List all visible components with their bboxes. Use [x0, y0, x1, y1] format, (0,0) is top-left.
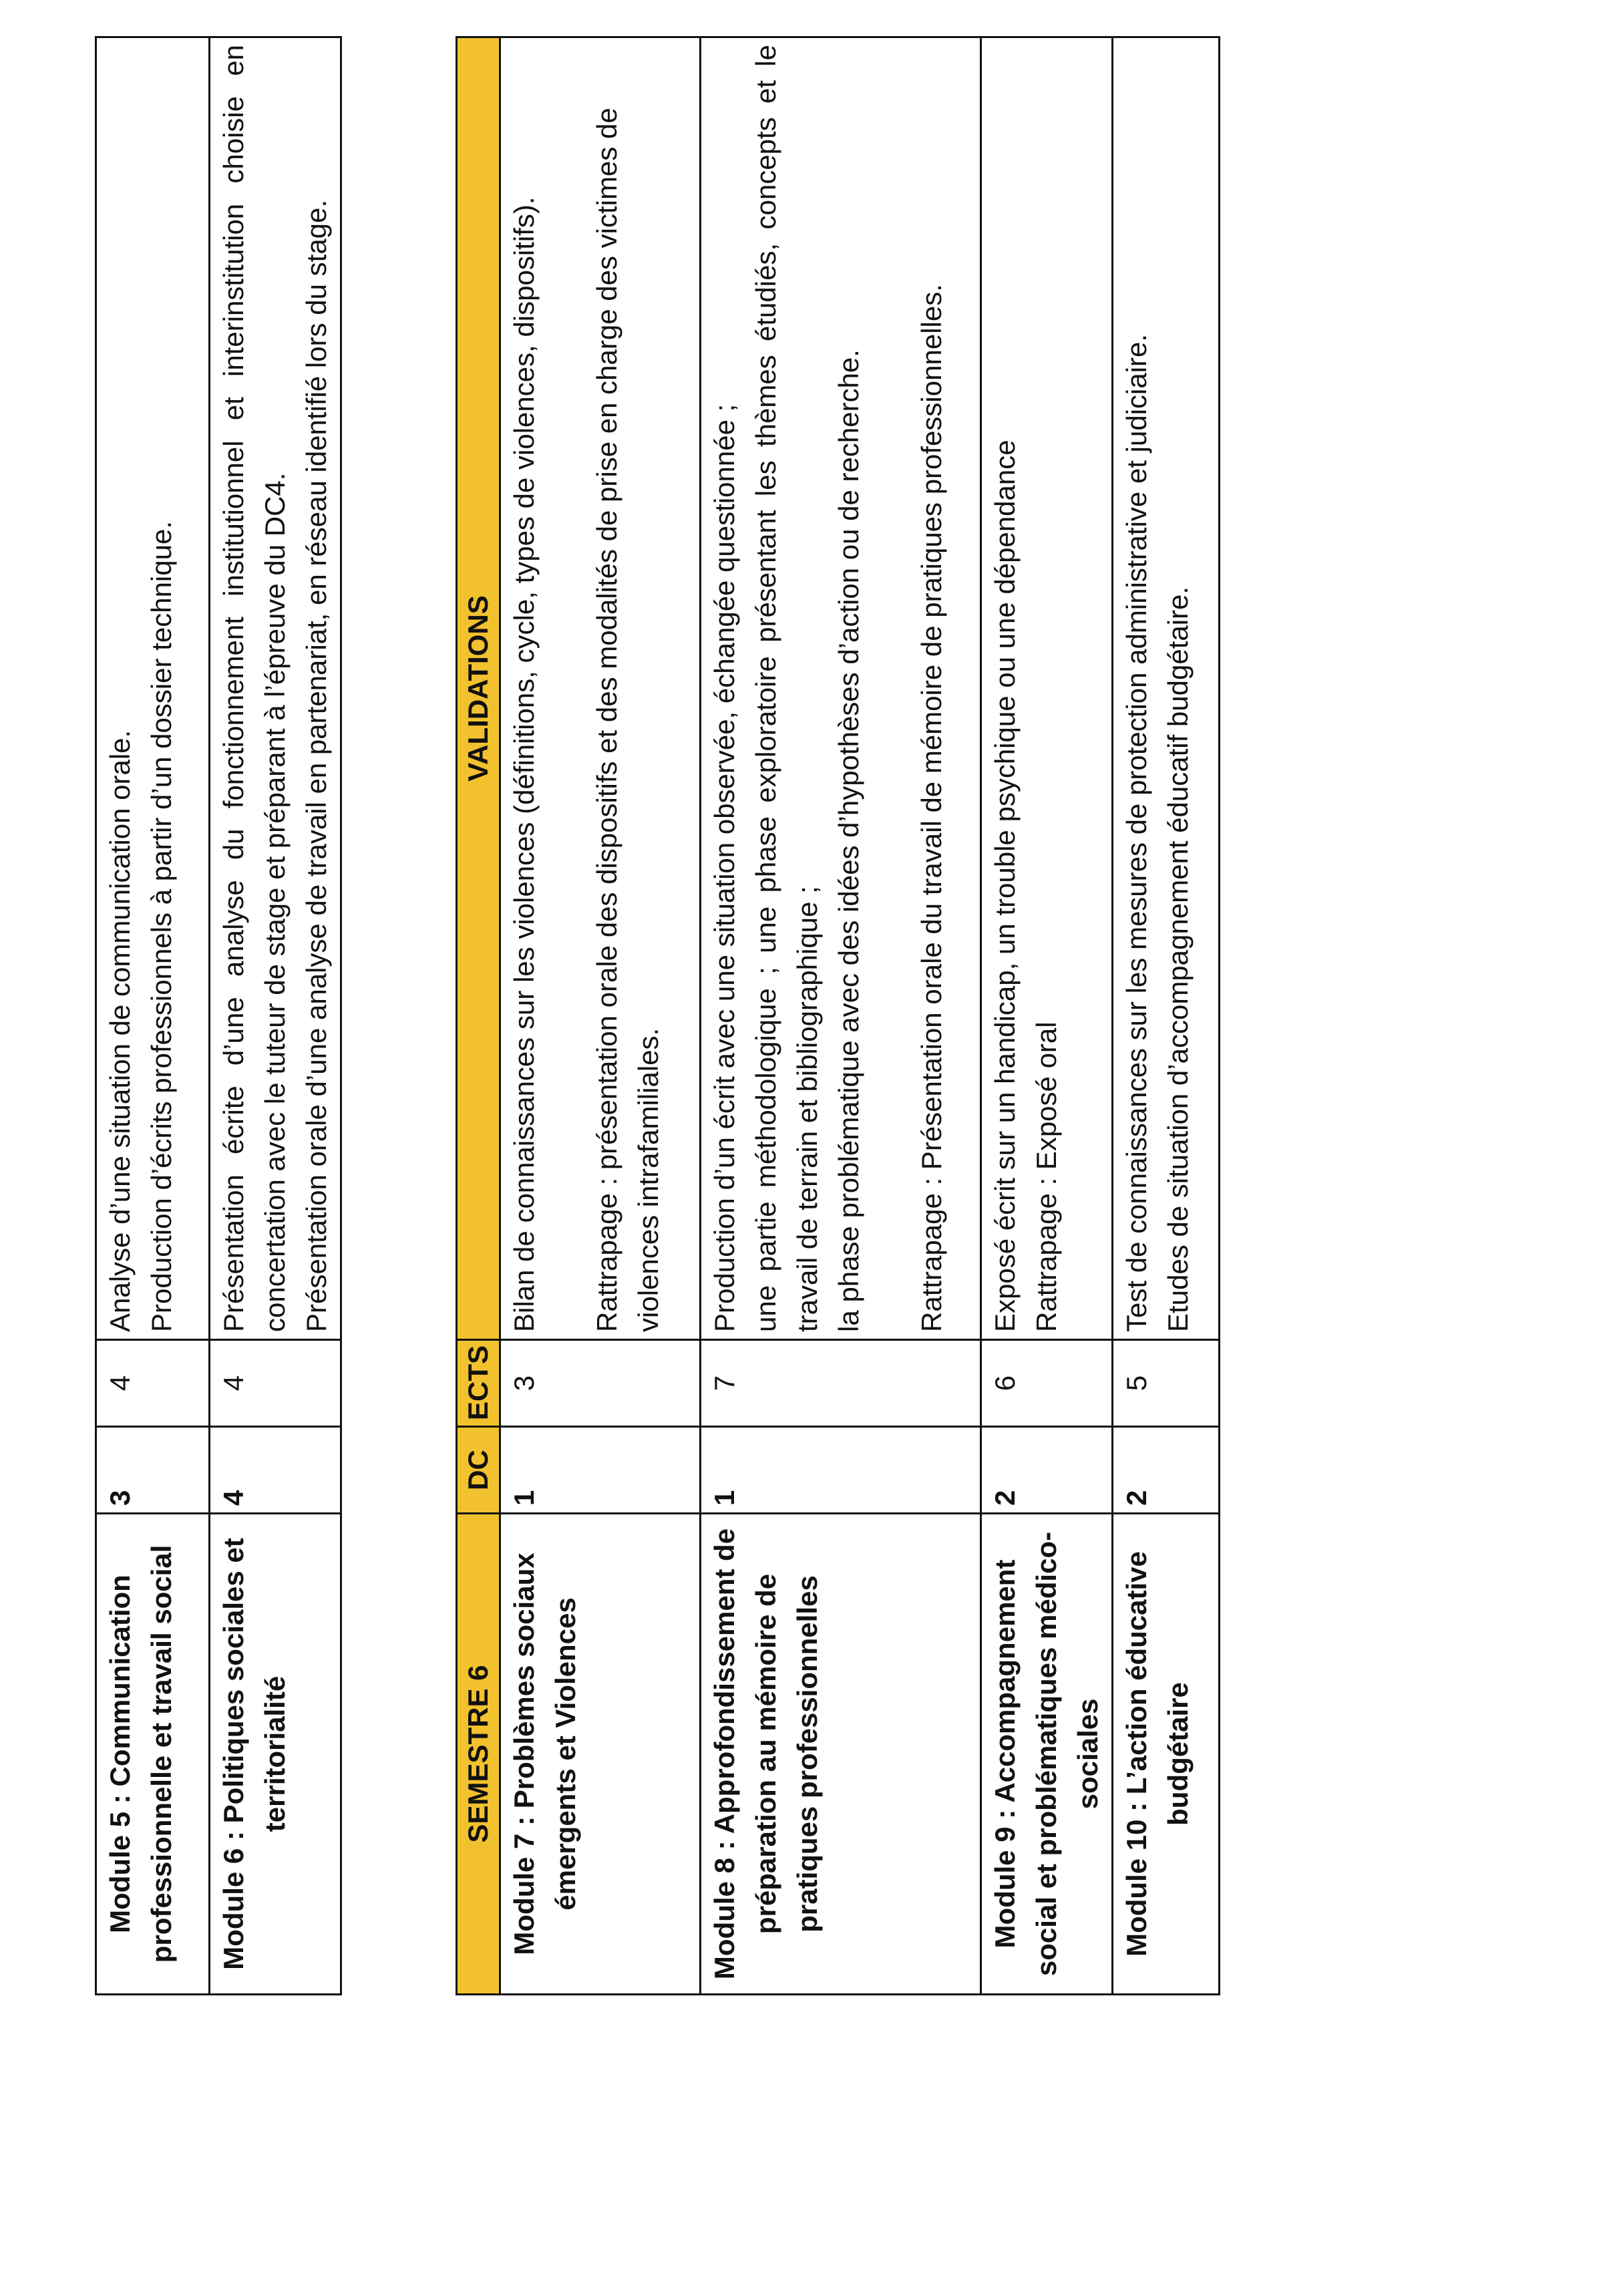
ects-value: 6	[981, 1340, 1113, 1427]
ects-value: 4	[210, 1340, 341, 1427]
rattrapage-text: Rattrapage : Exposé oral	[1031, 1021, 1062, 1332]
ects-value: 3	[500, 1340, 701, 1427]
header-ects: ECTS	[457, 1340, 500, 1427]
validations-cell	[981, 37, 1113, 1340]
module-name: Module 7 : Problèmes sociaux émergents et Violences	[500, 1514, 701, 1995]
dc-value: 4	[210, 1427, 341, 1514]
table-header-row	[457, 37, 500, 1995]
rattrapage-text: Rattrapage : présentation orale des dispositifs et des modalités de prise en charge des victimes de violences intrafamiliales.	[591, 108, 664, 1332]
header-semestre: SEMESTRE 6	[457, 1514, 500, 1995]
validation-text: Production d’un écrit avec une situation observée, échangée questionnée ;	[709, 403, 740, 1332]
validation-text: Etudes de situation d’accompagnement éducatif budgétaire.	[1162, 586, 1194, 1332]
validation-text: Analyse d’une situation de communication orale.	[104, 729, 136, 1332]
table-row	[210, 37, 341, 1995]
validation-text: Test de connaissances sur les mesures de protection administrative et judiciaire.	[1121, 333, 1152, 1332]
validations-cell	[210, 37, 341, 1340]
header-dc: DC	[457, 1427, 500, 1514]
semestre6-table	[456, 36, 1220, 1995]
dc-value: 2	[981, 1427, 1113, 1514]
validations-cell	[1113, 37, 1220, 1340]
validation-text: Bilan de connaissances sur les violences (définitions, cycle, types de violences, dispositifs).	[508, 196, 540, 1332]
module-name: Module 9 : Accompagnement social et problématiques médico-sociales	[981, 1514, 1113, 1995]
table-row	[1113, 37, 1220, 1995]
validations-cell	[500, 37, 701, 1340]
module-name: Module 10 : L’action éducative budgétaire	[1113, 1514, 1220, 1995]
module-name: Module 5 : Communication professionnelle et travail social	[96, 1514, 210, 1995]
table-row	[96, 37, 210, 1995]
table-row	[701, 37, 981, 1995]
dc-value: 1	[500, 1427, 701, 1514]
ects-value: 4	[96, 1340, 210, 1427]
spacer	[545, 45, 586, 1332]
module-name: Module 8 : Approfondissement de préparation au mémoire de pratiques professionnelles	[701, 1514, 981, 1995]
table-row	[981, 37, 1113, 1995]
ects-value: 5	[1113, 1340, 1220, 1427]
spacer	[870, 45, 911, 1332]
validation-text: Exposé écrit sur un handicap, un trouble psychique ou une dépendance	[989, 440, 1021, 1332]
validation-text: une partie méthodologique ; une phase exploratoire présentant les thèmes étudiés, concepts et le travail de terrain et bibliographique ;	[750, 45, 823, 1332]
validation-text: Présentation écrite d’une analyse du fonctionnement institutionnel et interinstitution choisie en concertation avec le tuteur de stage et préparant à l’épreuve du DC4.	[218, 45, 291, 1332]
validation-text: Production d’écrits professionnels à partir d’un dossier technique.	[146, 520, 177, 1332]
dc-value: 1	[701, 1427, 981, 1514]
dc-value: 2	[1113, 1427, 1220, 1514]
ects-value: 7	[701, 1340, 981, 1427]
validation-text: Présentation orale d’une analyse de travail en partenariat, en réseau identifié lors du stage.	[301, 199, 332, 1332]
validations-cell	[701, 37, 981, 1340]
table-row	[500, 37, 701, 1995]
header-validations: VALIDATIONS	[457, 37, 500, 1340]
validations-cell	[96, 37, 210, 1340]
rattrapage-text: Rattrapage : Présentation orale du travail de mémoire de pratiques professionnelles.	[916, 284, 947, 1332]
module-name: Module 6 : Politiques sociales et territorialité	[210, 1514, 341, 1995]
validation-text: la phase problématique avec des idées d’hypothèses d’action ou de recherche.	[833, 349, 864, 1332]
modules-table-continued	[95, 36, 342, 1995]
dc-value: 3	[96, 1427, 210, 1514]
